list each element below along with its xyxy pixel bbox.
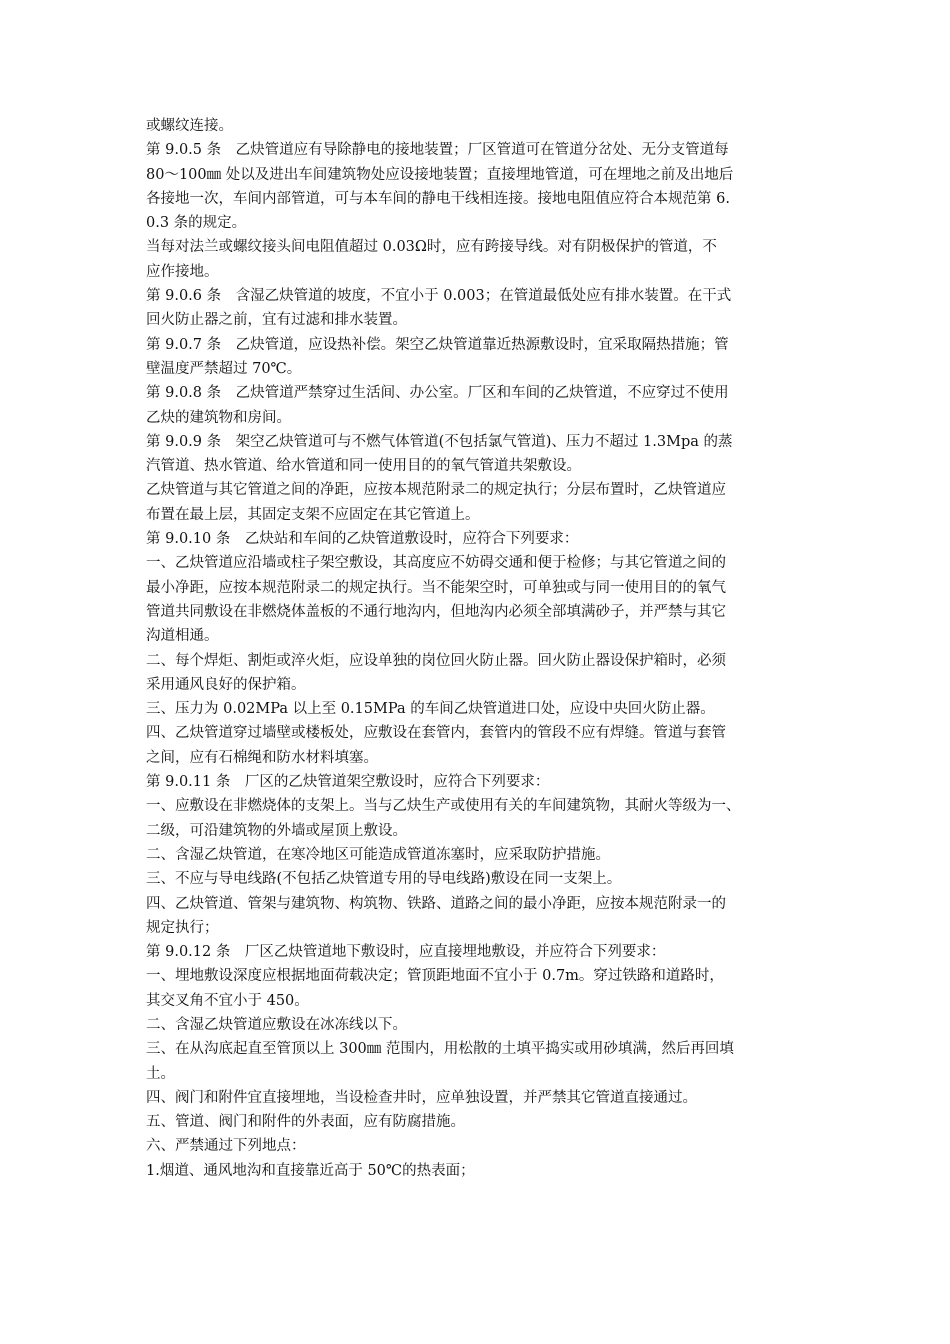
text-line: 二级，可沿建筑物的外墙或屋顶上敷设。 bbox=[146, 822, 407, 839]
text-line: 三、在从沟底起直至管顶以上 300㎜ 范围内，用松散的土填平捣实或用砂填满，然后再回填 bbox=[146, 1041, 734, 1058]
text-line: 一、埋地敷设深度应根据地面荷载决定；管顶距地面不宜小于 0.7m。穿过铁路和道路时， bbox=[146, 968, 724, 985]
text-line: 三、压力为 0.02MPa 以上至 0.15MPa 的车间乙炔管道进口处，应设中央回火防止器。 bbox=[146, 701, 715, 718]
text-line: 壁温度严禁超过 70℃。 bbox=[146, 360, 302, 377]
text-line: 各接地一次，车间内部管道，可与本车间的静电干线相连接。接地电阻值应符合本规范第 6. bbox=[146, 190, 730, 207]
text-line: 最小净距，应按本规范附录二的规定执行。当不能架空时，可单独或与同一使用目的的氧气 bbox=[146, 579, 726, 596]
text-line: 规定执行； bbox=[146, 919, 219, 936]
text-line: 布置在最上层，其固定支架不应固定在其它管道上。 bbox=[146, 506, 480, 523]
text-line: 第 9.0.9 条 架空乙炔管道可与不燃气体管道(不包括氯气管道)、压力不超过 1.3Mpa 的蒸 bbox=[146, 433, 733, 450]
text-line: 管道共同敷设在非燃烧体盖板的不通行地沟内，但地沟内必须全部填满砂子，并严禁与其它 bbox=[146, 603, 726, 620]
text-line: 六、严禁通过下列地点： bbox=[146, 1138, 306, 1155]
text-line: 或螺纹连接。 bbox=[146, 118, 233, 134]
text-line: 1.烟道、通风地沟和直接靠近高于 50℃的热表面； bbox=[146, 1162, 475, 1179]
text-line: 应作接地。 bbox=[146, 263, 219, 280]
text-line: 第 9.0.5 条 乙炔管道应有导除静电的接地装置；厂区管道可在管道分岔处、无分支管道每 bbox=[146, 142, 729, 159]
text-line: 二、含湿乙炔管道应敷设在冰冻线以下。 bbox=[146, 1016, 407, 1033]
text-line: 四、阀门和附件宜直接埋地，当设检查井时，应单独设置，并严禁其它管道直接通过。 bbox=[146, 1089, 697, 1106]
text-line: 第 9.0.11 条 厂区的乙炔管道架空敷设时，应符合下列要求： bbox=[146, 774, 550, 791]
text-line: 采用通风良好的保护箱。 bbox=[146, 676, 306, 693]
text-line: 乙炔管道与其它管道之间的净距，应按本规范附录二的规定执行；分层布置时，乙炔管道应 bbox=[146, 482, 726, 499]
text-line: 之间，应有石棉绳和防水材料填塞。 bbox=[146, 749, 378, 766]
text-line: 乙炔的建筑物和房间。 bbox=[146, 409, 291, 426]
text-line: 一、乙炔管道应沿墙或柱子架空敷设，其高度应不妨碍交通和便于检修；与其它管道之间的 bbox=[146, 555, 726, 572]
text-line: 第 9.0.7 条 乙炔管道，应设热补偿。架空乙炔管道靠近热源敷设时，宜采取隔热措施；管 bbox=[146, 336, 729, 353]
text-line: 四、乙炔管道穿过墙壁或楼板处，应敷设在套管内，套管内的管段不应有焊缝。管道与套管 bbox=[146, 725, 726, 742]
text-line: 五、管道、阀门和附件的外表面，应有防腐措施。 bbox=[146, 1114, 465, 1131]
text-line: 土。 bbox=[146, 1065, 175, 1082]
text-line: 第 9.0.6 条 含湿乙炔管道的坡度，不宜小于 0.003；在管道最低处应有排水装置。在干式 bbox=[146, 288, 732, 305]
text-line: 一、应敷设在非燃烧体的支架上。当与乙炔生产或使用有关的车间建筑物，其耐火等级为一、 bbox=[146, 798, 741, 815]
text-line: 第 9.0.12 条 厂区乙炔管道地下敷设时，应直接埋地敷设，并应符合下列要求： bbox=[146, 944, 666, 961]
text-line: 第 9.0.10 条 乙炔站和车间的乙炔管道敷设时，应符合下列要求： bbox=[146, 531, 579, 548]
text-line: 当每对法兰或螺纹接头间电阻值超过 0.03Ω时，应有跨接导线。对有阴极保护的管道，不 bbox=[146, 239, 717, 256]
text-line: 三、不应与导电线路(不包括乙炔管道专用的导电线路)敷设在同一支架上。 bbox=[146, 871, 622, 888]
text-line: 二、含湿乙炔管道，在寒冷地区可能造成管道冻塞时，应采取防护措施。 bbox=[146, 846, 610, 863]
document-body bbox=[146, 114, 810, 1183]
text-line: 80～100㎜ 处以及进出车间建筑物处应设接地装置；直接埋地管道，可在埋地之前及出地后 bbox=[146, 166, 734, 183]
text-line: 四、乙炔管道、管架与建筑物、构筑物、铁路、道路之间的最小净距，应按本规范附录一的 bbox=[146, 895, 726, 912]
text-line: 汽管道、热水管道、给水管道和同一使用目的的氧气管道共架敷设。 bbox=[146, 458, 581, 475]
text-line: 二、每个焊炬、割炬或淬火炬，应设单独的岗位回火防止器。回火防止器设保护箱时，必须 bbox=[146, 652, 726, 669]
text-line: 其交叉角不宜小于 450。 bbox=[146, 992, 309, 1009]
text-line: 回火防止器之前，宜有过滤和排水装置。 bbox=[146, 312, 407, 329]
text-line: 沟道相通。 bbox=[146, 628, 219, 645]
text-line: 第 9.0.8 条 乙炔管道严禁穿过生活间、办公室。厂区和车间的乙炔管道，不应穿过不使用 bbox=[146, 385, 729, 402]
text-line: 0.3 条的规定。 bbox=[146, 215, 247, 232]
